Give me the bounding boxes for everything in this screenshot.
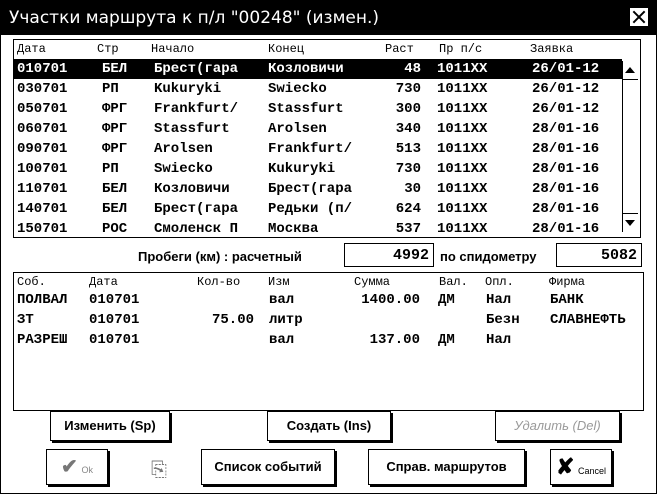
segment-dist: 730 bbox=[395, 161, 421, 177]
event-unit: вал bbox=[269, 332, 295, 348]
segment-route: 1011ХХ bbox=[437, 61, 488, 77]
events-header-5[interactable]: Вал. bbox=[439, 275, 468, 289]
segment-row[interactable] bbox=[14, 159, 622, 179]
delete-button[interactable]: Удалить (Del) bbox=[495, 411, 620, 441]
event-date: 010701 bbox=[89, 312, 140, 328]
segment-country: ФРГ bbox=[102, 101, 128, 117]
event-event: ПОЛВАЛ bbox=[17, 292, 68, 308]
odometer-mileage-field[interactable]: 5082 bbox=[556, 243, 642, 267]
segment-request: 26/01-12 bbox=[532, 101, 600, 117]
event-event: ЗТ bbox=[17, 312, 34, 328]
segment-date: 110701 bbox=[17, 181, 68, 197]
segment-row[interactable] bbox=[14, 79, 622, 99]
segment-end: Брест(гара bbox=[268, 181, 353, 197]
segment-end: Arolsen bbox=[268, 121, 327, 137]
event-date: 010701 bbox=[89, 292, 140, 308]
event-unit: литр bbox=[269, 312, 303, 328]
events-table bbox=[13, 272, 644, 411]
segment-dist: 624 bbox=[395, 201, 421, 217]
segment-row[interactable] bbox=[14, 99, 622, 119]
events-header-6[interactable]: Опл. bbox=[485, 275, 514, 289]
segment-date: 010701 bbox=[17, 61, 68, 77]
segment-route: 1011ХХ bbox=[437, 101, 488, 117]
event-unit: вал bbox=[269, 292, 295, 308]
segment-start: Arolsen bbox=[154, 141, 213, 157]
segment-request: 26/01-12 bbox=[532, 61, 600, 77]
segment-route: 1011ХХ bbox=[437, 141, 488, 157]
segment-request: 26/01-12 bbox=[532, 81, 600, 97]
segment-end: Козловичи bbox=[268, 61, 344, 77]
event-sum: 1400.00 bbox=[361, 292, 420, 308]
calculated-mileage-field[interactable]: 4992 bbox=[344, 243, 434, 267]
segment-country: ФРГ bbox=[102, 121, 128, 137]
segment-country: ФРГ bbox=[102, 141, 128, 157]
segment-request: 28/01-16 bbox=[532, 181, 600, 197]
segment-start: Брест(гара bbox=[154, 61, 239, 77]
edit-button[interactable]: Изменить (Sp) bbox=[50, 411, 170, 441]
event-list-button[interactable]: Список событий bbox=[201, 449, 335, 485]
event-payment: Нал bbox=[486, 332, 512, 348]
segment-end: Swiecko bbox=[268, 81, 327, 97]
segment-row[interactable] bbox=[14, 219, 622, 238]
segment-request: 28/01-16 bbox=[532, 161, 600, 177]
segment-country: РП bbox=[102, 81, 119, 97]
segment-row[interactable] bbox=[14, 139, 622, 159]
segment-row[interactable] bbox=[14, 179, 622, 199]
segments-scrollbar[interactable] bbox=[622, 61, 638, 232]
events-header-1[interactable]: Дата bbox=[89, 275, 118, 289]
scroll-down-icon[interactable] bbox=[625, 220, 635, 226]
segments-table bbox=[13, 39, 641, 238]
segment-row[interactable] bbox=[14, 119, 622, 139]
events-header-4[interactable]: Сумма bbox=[354, 275, 391, 289]
segment-end: Kukuryki bbox=[268, 161, 336, 177]
mileage-label: Пробеги (км) : расчетный bbox=[138, 249, 302, 264]
segment-country: РП bbox=[102, 161, 119, 177]
segment-start: Swiecko bbox=[154, 161, 213, 177]
event-date: 010701 bbox=[89, 332, 140, 348]
segment-request: 28/01-16 bbox=[532, 141, 600, 157]
window-title: Участки маршрута к п/л "00248" (измен.) bbox=[9, 8, 380, 28]
segments-header-4[interactable]: Раст bbox=[385, 42, 414, 56]
create-button[interactable]: Создать (Ins) bbox=[267, 411, 391, 441]
segment-end: Frankfurt/ bbox=[268, 141, 353, 157]
event-firm: БАНК bbox=[550, 292, 584, 308]
segment-route: 1011ХХ bbox=[437, 81, 488, 97]
segment-start: Kukuryki bbox=[154, 81, 222, 97]
segments-header-0[interactable]: Дата bbox=[17, 42, 46, 56]
segment-end: Stassfurt bbox=[268, 101, 344, 117]
segment-country: БЕЛ bbox=[102, 181, 128, 197]
segment-date: 150701 bbox=[17, 221, 68, 237]
event-row[interactable] bbox=[14, 310, 641, 330]
segment-dist: 300 bbox=[395, 101, 421, 117]
segment-request: 28/01-16 bbox=[532, 221, 600, 237]
event-payment: Нал bbox=[486, 292, 512, 308]
title-bar[interactable] bbox=[1, 1, 656, 35]
segments-header-2[interactable]: Начало bbox=[151, 42, 195, 56]
segment-start: Козловичи bbox=[154, 181, 230, 197]
cancel-label: Cancel bbox=[578, 466, 607, 476]
events-header-3[interactable]: Изм bbox=[268, 275, 290, 289]
events-header-0[interactable]: Соб. bbox=[17, 275, 46, 289]
events-header-2[interactable]: Кол-во bbox=[197, 275, 241, 289]
segment-date: 140701 bbox=[17, 201, 68, 217]
segment-dist: 340 bbox=[395, 121, 421, 137]
segment-date: 030701 bbox=[17, 81, 68, 97]
segment-country: БЕЛ bbox=[102, 201, 128, 217]
event-sum: 137.00 bbox=[369, 332, 420, 348]
segments-header-1[interactable]: Стр bbox=[97, 42, 119, 56]
segment-end: Редьки (п/ bbox=[268, 201, 353, 217]
segment-end: Москва bbox=[268, 221, 319, 237]
close-icon[interactable] bbox=[629, 7, 649, 27]
segment-route: 1011ХХ bbox=[437, 181, 488, 197]
event-firm: СЛАВНЕФТЬ bbox=[550, 312, 626, 328]
event-currency: ДМ bbox=[438, 332, 455, 348]
route-reference-button[interactable]: Справ. маршрутов bbox=[368, 449, 525, 485]
segments-header-3[interactable]: Конец bbox=[268, 42, 305, 56]
segment-row[interactable] bbox=[14, 59, 622, 79]
segment-route: 1011ХХ bbox=[437, 221, 488, 237]
segment-route: 1011ХХ bbox=[437, 161, 488, 177]
segment-country: РОС bbox=[102, 221, 128, 237]
segment-date: 090701 bbox=[17, 141, 68, 157]
segment-request: 28/01-16 bbox=[532, 121, 600, 137]
segment-start: Смоленск П bbox=[154, 221, 239, 237]
segment-dist: 730 bbox=[395, 81, 421, 97]
ok-button[interactable] bbox=[46, 449, 108, 485]
event-event: РАЗРЕШ bbox=[17, 332, 68, 348]
segment-start: Stassfurt bbox=[154, 121, 230, 137]
segment-dist: 513 bbox=[395, 141, 421, 157]
event-qty: 75.00 bbox=[211, 312, 254, 328]
events-header-7[interactable]: Фирма bbox=[549, 275, 586, 289]
cancel-button[interactable] bbox=[550, 449, 612, 485]
segment-date: 060701 bbox=[17, 121, 68, 137]
scroll-up-icon[interactable] bbox=[625, 67, 635, 73]
segment-date: 050701 bbox=[17, 101, 68, 117]
segment-dist: 48 bbox=[404, 61, 421, 77]
copy-icon[interactable]: ⎘ bbox=[151, 459, 167, 481]
segment-start: Frankfurt/ bbox=[154, 101, 239, 117]
event-currency: ДМ bbox=[438, 292, 455, 308]
event-row[interactable] bbox=[14, 330, 641, 350]
segments-header-6[interactable]: Заявка bbox=[530, 42, 574, 56]
segment-dist: 537 bbox=[395, 221, 421, 237]
segment-dist: 30 bbox=[404, 181, 421, 197]
cancel-x-icon: ✘ bbox=[555, 454, 575, 479]
segments-header-5[interactable]: Пр п/с bbox=[439, 42, 483, 56]
ok-label: Ok bbox=[81, 465, 93, 475]
segment-start: Брест(гара bbox=[154, 201, 239, 217]
segment-route: 1011ХХ bbox=[437, 121, 488, 137]
segment-country: БЕЛ bbox=[102, 61, 128, 77]
check-icon: ✔ bbox=[61, 456, 78, 478]
segment-request: 28/01-16 bbox=[532, 201, 600, 217]
odometer-label: по спидометру bbox=[440, 249, 537, 264]
event-row[interactable] bbox=[14, 290, 641, 310]
segment-date: 100701 bbox=[17, 161, 68, 177]
segment-route: 1011ХХ bbox=[437, 201, 488, 217]
event-payment: Безн bbox=[486, 312, 520, 328]
segment-row[interactable] bbox=[14, 199, 622, 219]
